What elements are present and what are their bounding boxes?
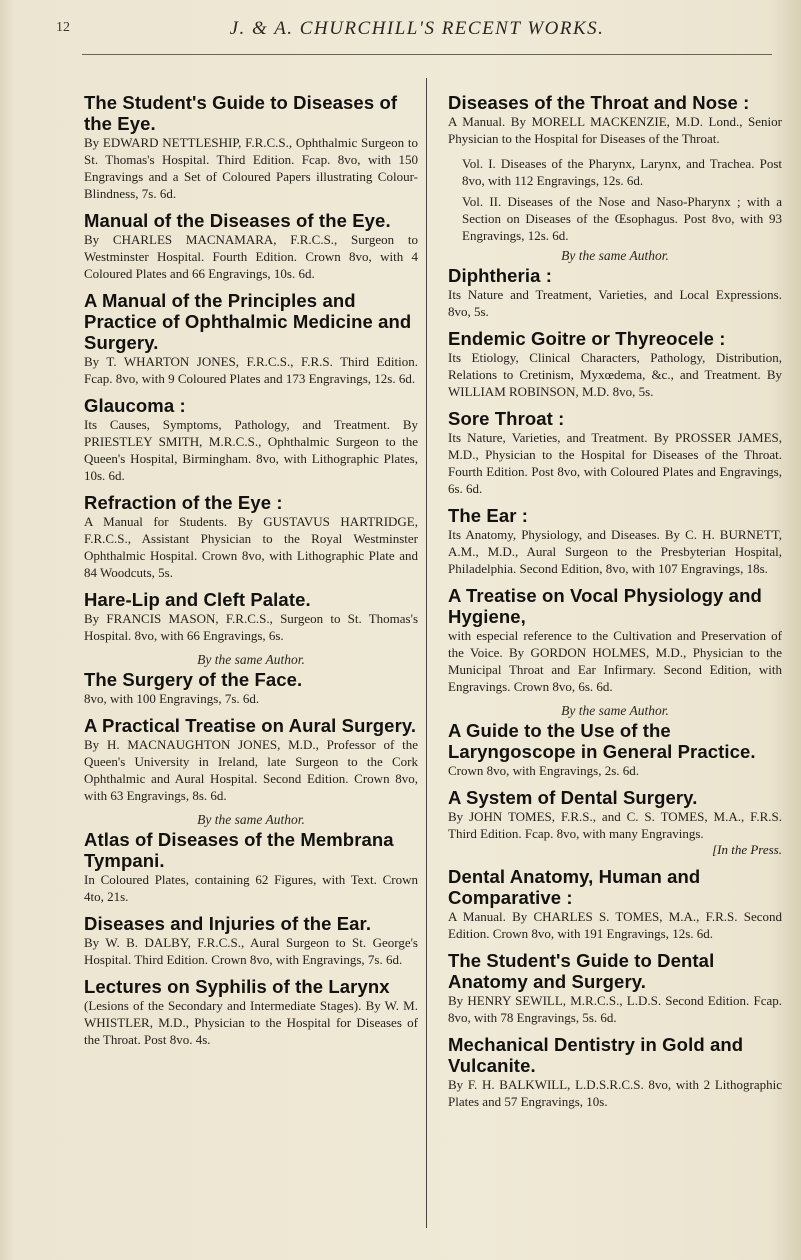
column-divider xyxy=(426,78,427,1228)
in-press-note: [In the Press. xyxy=(712,842,782,857)
book-description: (Lesions of the Secondary and Intermediate Stages). By W. M. WHISTLER, M.D., Physician to the Hospital for Diseases of the Throat. Post 8vo. 4s. xyxy=(84,998,418,1047)
book-description: A Manual. By CHARLES S. TOMES, M.A., F.R.S. Second Edition. Crown 8vo, with 191 Engravings, 12s. 6d. xyxy=(448,909,782,941)
book-title: A Practical Treatise on Aural Surgery. xyxy=(84,715,417,736)
book-entry xyxy=(84,290,418,387)
book-title: The Ear : xyxy=(448,505,529,526)
book-description: In Coloured Plates, containing 62 Figures, with Text. Crown 4to, 21s. xyxy=(84,872,418,904)
book-entry xyxy=(84,210,418,282)
book-entry xyxy=(448,950,782,1026)
book-title: Atlas of Diseases of the Membrana Tympani. xyxy=(84,829,394,871)
book-description: A Manual. By MORELL MACKENZIE, M.D. Lond., Senior Physician to the Hospital for Diseases of the Throat. xyxy=(448,114,782,146)
book-description: Its Causes, Symptoms, Pathology, and Treatment. By PRIESTLEY SMITH, M.R.C.S., Ophthalmic Surgeon to the Queen's Hospital, Birmingham. 8vo, with Lithographic Plates, 10s. 6d. xyxy=(84,417,418,483)
page-number: 12 xyxy=(56,20,70,35)
book-title: The Student's Guide to Dental Anatomy and Surgery. xyxy=(448,950,715,992)
book-title: Sore Throat : xyxy=(448,408,565,429)
book-entry xyxy=(84,976,418,1048)
book-description: By FRANCIS MASON, F.R.C.S., Surgeon to St. Thomas's Hospital. 8vo, with 66 Engravings, 6s. xyxy=(84,611,418,643)
book-title: The Surgery of the Face. xyxy=(84,669,303,690)
book-entry xyxy=(448,720,782,779)
same-author-note: By the same Author. xyxy=(197,812,305,827)
book-entry xyxy=(448,328,782,400)
page-header xyxy=(56,20,778,50)
book-title: The Student's Guide to Diseases of the Eye. xyxy=(84,92,398,134)
book-description: Vol. I. Diseases of the Pharynx, Larynx, and Trachea. Post 8vo, with 112 Engravings, 12s. 6d. xyxy=(462,156,782,188)
book-title: Manual of the Diseases of the Eye. xyxy=(84,210,391,231)
header-rule xyxy=(82,54,772,55)
book-entry xyxy=(84,589,418,644)
book-entry xyxy=(448,1034,782,1110)
book-description: By T. WHARTON JONES, F.R.C.S., F.R.S. Third Edition. Fcap. 8vo, with 9 Coloured Plates and 173 Engravings, 12s. 6d. xyxy=(84,354,418,386)
book-entry xyxy=(84,829,418,905)
same-author-note: By the same Author. xyxy=(197,652,305,667)
book-description: By H. MACNAUGHTON JONES, M.D., Professor of the Queen's University in Ireland, late Surgeon to the Cork Ophthalmic and Aural Hospital. Second Edition. Crown 8vo, with 63 Engravings, 8s. 6d. xyxy=(84,737,418,803)
left-column xyxy=(84,92,418,1056)
book-description: By EDWARD NETTLESHIP, F.R.C.S., Ophthalmic Surgeon to St. Thomas's Hospital. Third Edition. Fcap. 8vo, with 150 Engravings and a Set of Coloured Papers illustrating Colour-Blindness, 7s. 6d. xyxy=(84,135,418,201)
book-entry xyxy=(448,505,782,577)
book-description: By W. B. DALBY, F.R.C.S., Aural Surgeon to St. George's Hospital. Third Edition. Crown 8vo, with Engravings, 7s. 6d. xyxy=(84,935,418,967)
book-title: Diseases of the Throat and Nose : xyxy=(448,92,750,113)
book-title: A System of Dental Surgery. xyxy=(448,787,698,808)
book-title: Hare-Lip and Cleft Palate. xyxy=(84,589,311,610)
book-description: Its Nature and Treatment, Varieties, and Local Expressions. 8vo, 5s. xyxy=(448,287,782,319)
book-entry xyxy=(84,669,418,707)
book-description: A Manual for Students. By GUSTAVUS HARTRIDGE, F.R.C.S., Assistant Physician to the Royal Westminster Ophthalmic Hospital. Crown 8vo, with Lithographic Plate and 84 Woodcuts, 5s. xyxy=(84,514,418,580)
book-description: By HENRY SEWILL, M.R.C.S., L.D.S. Second Edition. Fcap. 8vo, with 78 Engravings, 5s. 6d. xyxy=(448,993,782,1025)
book-description: with especial reference to the Cultivation and Preservation of the Voice. By GORDON HOLMES, M.D., Physician to the Municipal Throat and Ear Infirmary. Second Edition, with Engravings. Crown 8vo, 6s. 6d. xyxy=(448,628,782,694)
book-title: Mechanical Dentistry in Gold and Vulcanite. xyxy=(448,1034,744,1076)
book-description: By JOHN TOMES, F.R.S., and C. S. TOMES, M.A., F.R.S. Third Edition. Fcap. 8vo, with many Engravings. xyxy=(448,809,782,841)
book-entry xyxy=(448,265,782,320)
same-author-note: By the same Author. xyxy=(561,703,669,718)
book-title: Diphtheria : xyxy=(448,265,552,286)
book-entry xyxy=(448,787,782,858)
book-title: Diseases and Injuries of the Ear. xyxy=(84,913,372,934)
book-title: Refraction of the Eye : xyxy=(84,492,283,513)
book-description: Crown 8vo, with Engravings, 2s. 6d. xyxy=(448,763,640,778)
book-entry xyxy=(448,92,782,147)
book-description: 8vo, with 100 Engravings, 7s. 6d. xyxy=(84,691,260,706)
book-entry xyxy=(84,395,418,484)
book-title: Endemic Goitre or Thyreocele : xyxy=(448,328,726,349)
book-entry xyxy=(84,913,418,968)
book-entry xyxy=(448,408,782,497)
book-entry xyxy=(84,492,418,581)
book-description: Its Nature, Varieties, and Treatment. By PROSSER JAMES, M.D., Physician to the Hospital for Diseases of the Throat. Fourth Edition. Post 8vo, with Coloured Plates and Engravings, 6s. 6d. xyxy=(448,430,782,496)
book-description: Vol. II. Diseases of the Nose and Naso-Pharynx ; with a Section on Diseases of the Œsophagus. Post 8vo, with 93 Engravings, 12s. 6d. xyxy=(462,194,782,243)
book-title: A Manual of the Principles and Practice of Ophthalmic Medicine and Surgery. xyxy=(84,290,412,353)
book-title: Dental Anatomy, Human and Comparative : xyxy=(448,866,701,908)
same-author-note: By the same Author. xyxy=(561,248,669,263)
right-column xyxy=(448,92,782,1118)
book-entry xyxy=(448,155,782,189)
book-title: A Treatise on Vocal Physiology and Hygiene, xyxy=(448,585,762,627)
book-entry xyxy=(84,715,418,804)
book-title: Lectures on Syphilis of the Larynx xyxy=(84,976,390,997)
book-description: Its Etiology, Clinical Characters, Pathology, Distribution, Relations to Cretinism, Myxœdema, &c., and Treatment. By WILLIAM ROBINSON, M.D. 8vo, 5s. xyxy=(448,350,782,399)
book-entry xyxy=(448,585,782,695)
running-title: J. & A. CHURCHILL'S RECENT WORKS. xyxy=(229,18,605,39)
book-description: By CHARLES MACNAMARA, F.R.C.S., Surgeon to Westminster Hospital. Fourth Edition. Crown 8vo, with 4 Coloured Plates and 66 Engravings, 10s. 6d. xyxy=(84,232,418,281)
book-title: Glaucoma : xyxy=(84,395,186,416)
book-description: By F. H. BALKWILL, L.D.S.R.C.S. 8vo, with 2 Lithographic Plates and 57 Engravings, 10s. xyxy=(448,1077,782,1109)
book-entry xyxy=(84,92,418,202)
book-title: A Guide to the Use of the Laryngoscope in General Practice. xyxy=(448,720,756,762)
book-description: Its Anatomy, Physiology, and Diseases. By C. H. BURNETT, A.M., M.D., Aural Surgeon to the Presbyterian Hospital, Philadelphia. Second Edition, 8vo, with 107 Engravings, 18s. xyxy=(448,527,782,576)
book-entry xyxy=(448,866,782,942)
book-entry xyxy=(448,193,782,244)
